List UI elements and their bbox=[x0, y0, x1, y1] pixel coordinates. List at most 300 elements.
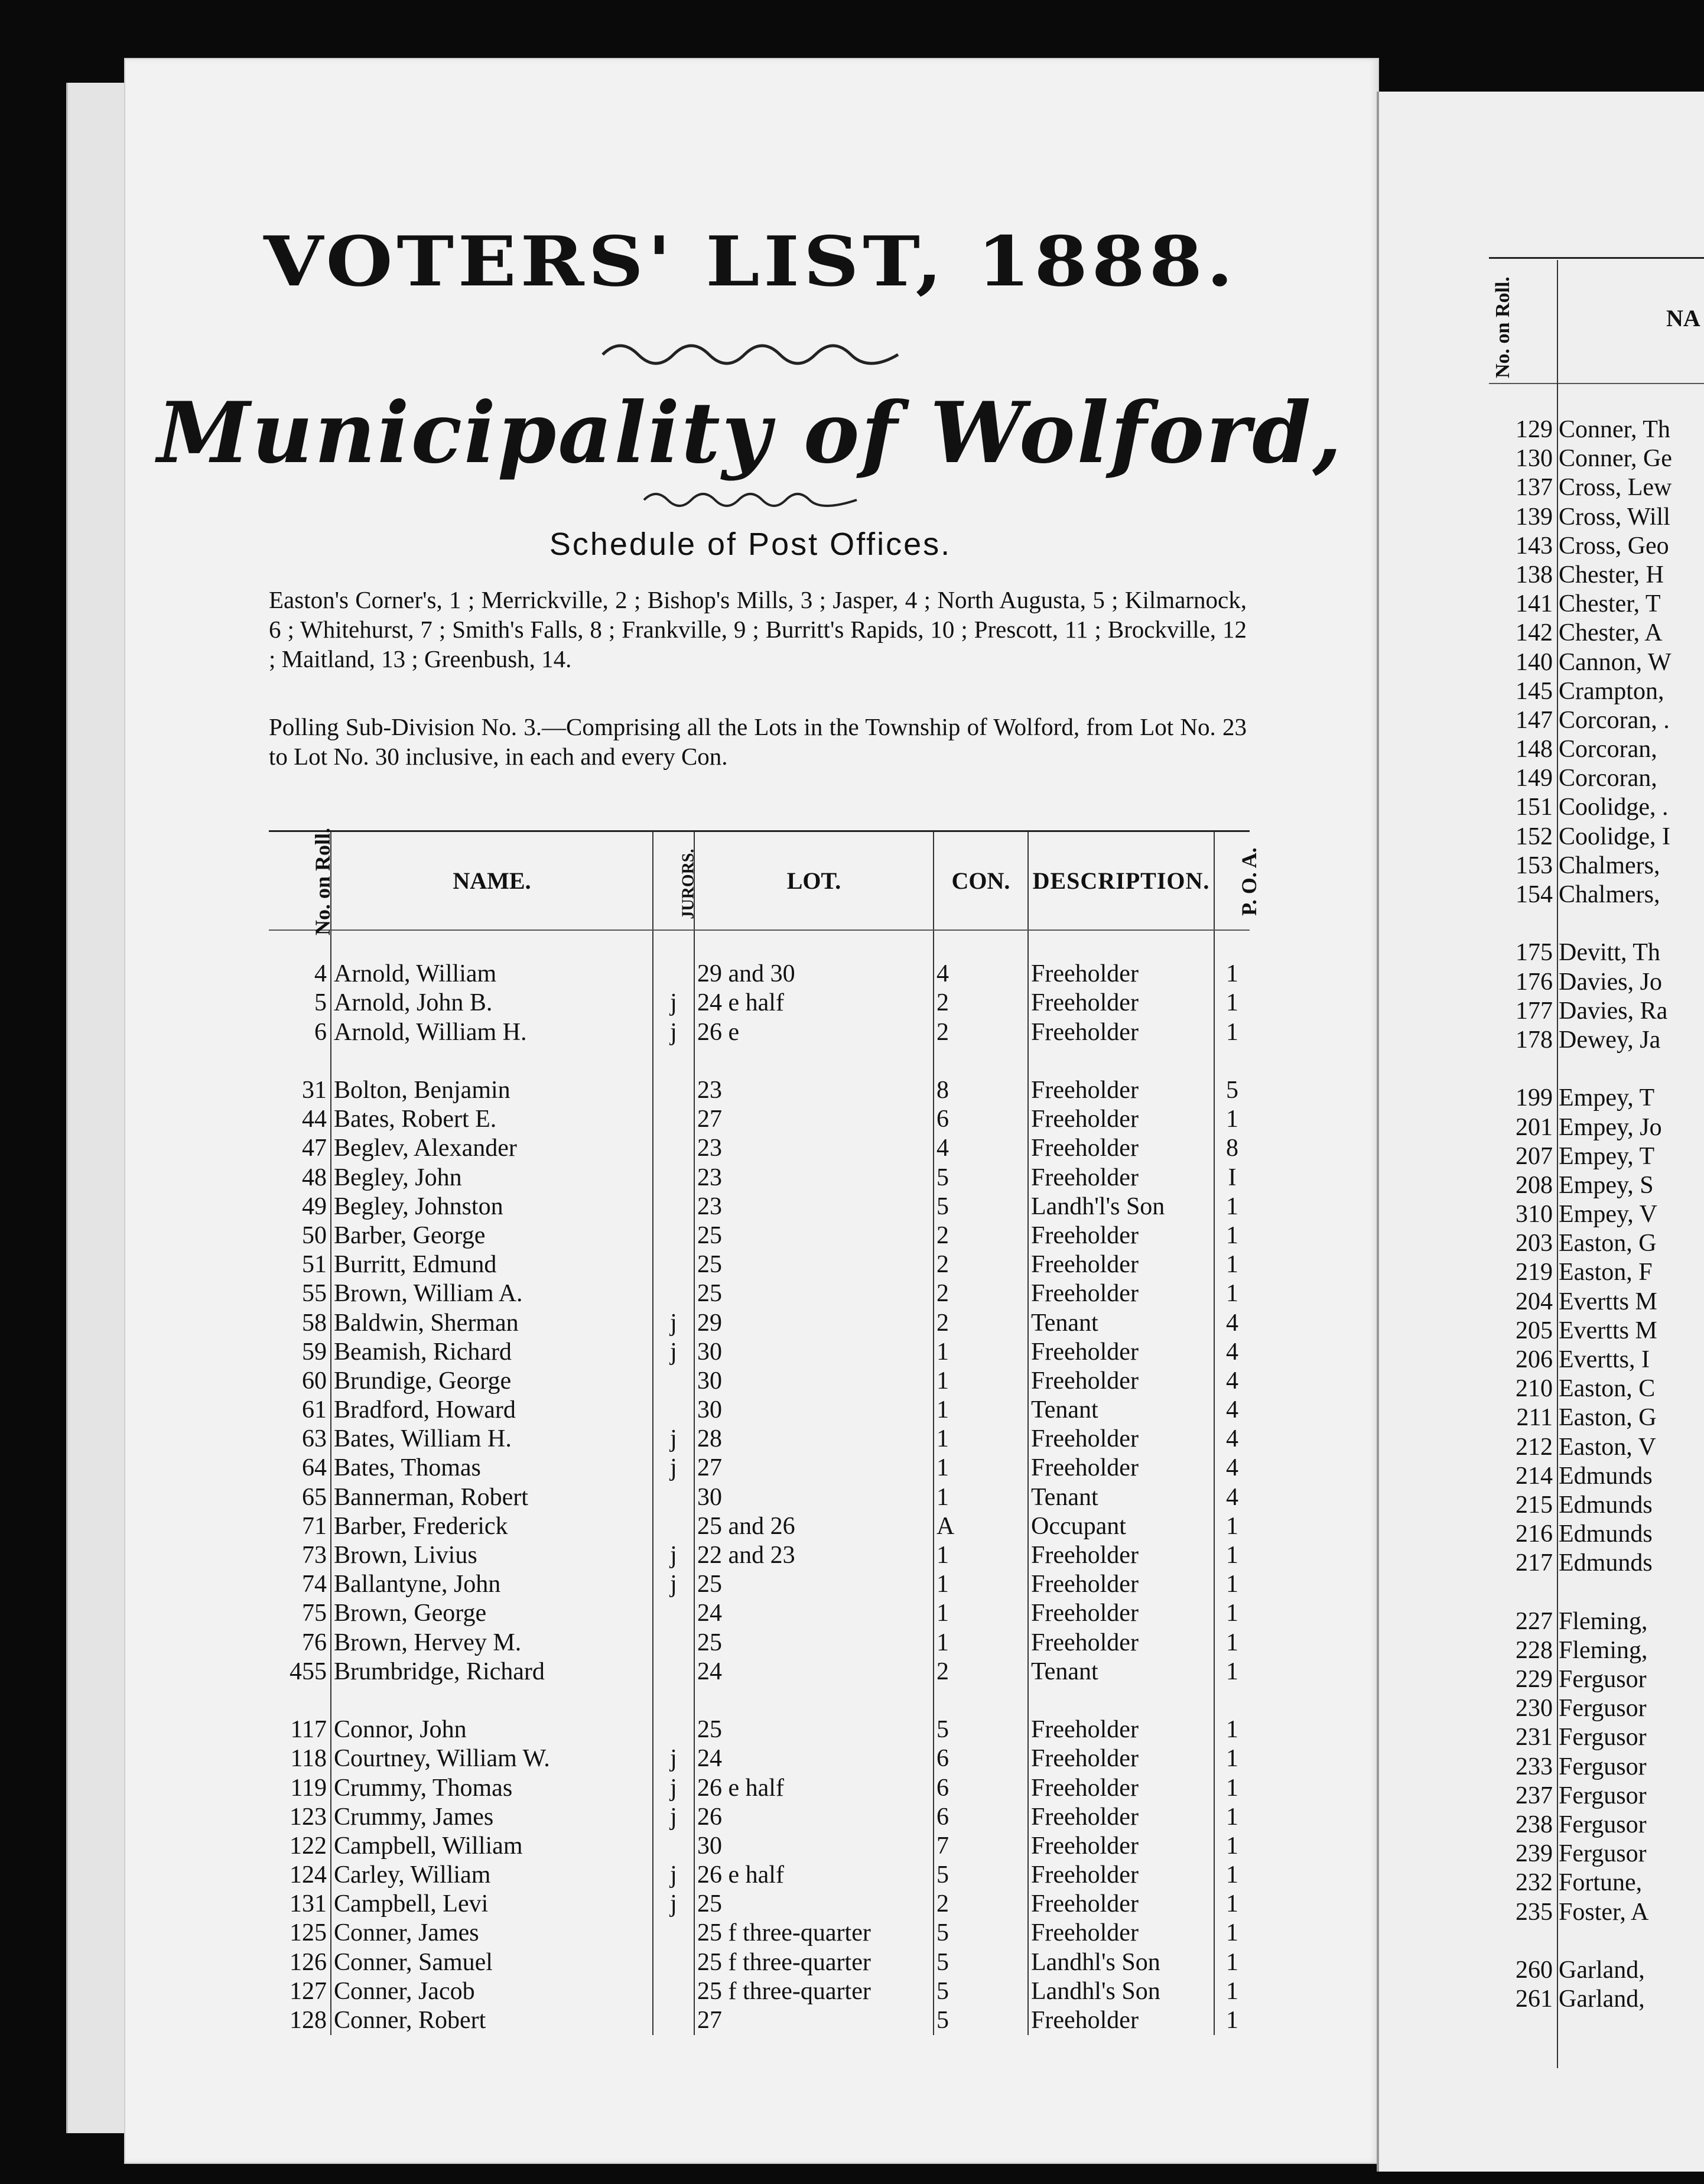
right-voter-name: Fergusor bbox=[1559, 1840, 1647, 1868]
right-roll-number: 206 bbox=[1516, 1346, 1553, 1373]
roll-number: 31 bbox=[302, 1077, 327, 1104]
lot-number: 24 e half bbox=[694, 989, 934, 1018]
table-row bbox=[269, 1134, 1250, 1163]
right-voter-name: Easton, F bbox=[1559, 1259, 1653, 1286]
lot-number: 23 bbox=[694, 1134, 934, 1163]
juror-mark: j bbox=[653, 1308, 694, 1337]
roll-number: 455 bbox=[290, 1658, 327, 1685]
concession: 5 bbox=[934, 1164, 1028, 1192]
concession: 4 bbox=[934, 1134, 1028, 1163]
post-office-number: 4 bbox=[1214, 1425, 1250, 1454]
voter-name: Burritt, Edmund bbox=[331, 1250, 653, 1279]
concession: 2 bbox=[934, 1221, 1028, 1250]
voter-name: Conner, James bbox=[331, 1919, 653, 1948]
right-roll-number: 217 bbox=[1516, 1549, 1553, 1577]
right-voter-name: Cross, Geo bbox=[1559, 532, 1669, 560]
post-office-number: 1 bbox=[1214, 1658, 1250, 1686]
right-list-item bbox=[1489, 852, 1672, 880]
right-list-item bbox=[1489, 1346, 1672, 1374]
right-voter-name: Evertts M bbox=[1559, 1317, 1657, 1344]
table-row bbox=[269, 1425, 1250, 1454]
right-voter-name: Evertts, I bbox=[1559, 1346, 1650, 1373]
concession: 1 bbox=[934, 1599, 1028, 1628]
juror-mark: j bbox=[653, 1541, 694, 1570]
right-voter-list bbox=[1489, 415, 1672, 2014]
table-row bbox=[269, 1629, 1250, 1658]
right-voter-name: Empey, T bbox=[1559, 1084, 1655, 1112]
concession: 6 bbox=[934, 1744, 1028, 1773]
juror-mark bbox=[653, 1250, 694, 1279]
lot-number: 25 f three-quarter bbox=[694, 1919, 934, 1948]
right-roll-number: 152 bbox=[1516, 823, 1553, 850]
juror-mark bbox=[653, 1948, 694, 1977]
table-row bbox=[269, 1367, 1250, 1396]
roll-number: 126 bbox=[290, 1948, 327, 1976]
roll-number: 47 bbox=[302, 1135, 327, 1162]
right-list-item bbox=[1489, 1491, 1672, 1520]
juror-mark: j bbox=[653, 1744, 694, 1773]
right-voter-name: Edmunds bbox=[1559, 1520, 1653, 1548]
concession: 5 bbox=[934, 2006, 1028, 2035]
table-row bbox=[269, 960, 1250, 989]
right-list-item bbox=[1489, 1171, 1672, 1200]
post-office-number: 1 bbox=[1214, 1629, 1250, 1658]
voter-name: Bates, William H. bbox=[331, 1425, 653, 1454]
lot-number: 27 bbox=[694, 1454, 934, 1483]
roll-number: 76 bbox=[302, 1629, 327, 1656]
right-roll-number: 210 bbox=[1516, 1375, 1553, 1403]
roll-number: 131 bbox=[290, 1890, 327, 1918]
juror-mark bbox=[653, 1367, 694, 1396]
right-list-item bbox=[1489, 1288, 1672, 1317]
right-list-item bbox=[1489, 1229, 1672, 1258]
post-office-number: 1 bbox=[1214, 1599, 1250, 1628]
post-office-number: 1 bbox=[1214, 1570, 1250, 1599]
description: Freeholder bbox=[1028, 1164, 1214, 1192]
right-roll-number: 261 bbox=[1516, 1985, 1553, 2013]
lot-number: 23 bbox=[694, 1076, 934, 1105]
right-roll-number: 149 bbox=[1516, 765, 1553, 792]
voter-name: Begley, John bbox=[331, 1164, 653, 1192]
voter-name: Brown, George bbox=[331, 1599, 653, 1628]
right-voter-name: Fergusor bbox=[1559, 1724, 1647, 1751]
right-list-item bbox=[1489, 1868, 1672, 1897]
right-list-item bbox=[1489, 444, 1672, 473]
description: Freeholder bbox=[1028, 989, 1214, 1018]
roll-number: 64 bbox=[302, 1454, 327, 1482]
right-voter-name: Fergusor bbox=[1559, 1753, 1647, 1780]
voter-name: Arnold, William H. bbox=[331, 1018, 653, 1047]
post-office-number: I bbox=[1214, 1164, 1250, 1192]
header-poa: P. O. A. bbox=[1214, 831, 1250, 931]
description: Freeholder bbox=[1028, 1832, 1214, 1861]
right-list-item bbox=[1489, 997, 1672, 1026]
roll-number: 119 bbox=[290, 1774, 327, 1802]
description: Freeholder bbox=[1028, 1803, 1214, 1832]
right-voter-name: Garland, bbox=[1559, 1956, 1645, 1984]
right-voter-name: Empey, Jo bbox=[1559, 1113, 1662, 1141]
table-row bbox=[269, 1773, 1250, 1802]
voter-name: Bradford, Howard bbox=[331, 1396, 653, 1425]
description: Tenant bbox=[1028, 1658, 1214, 1686]
roll-number: 65 bbox=[302, 1483, 327, 1511]
juror-mark bbox=[653, 1629, 694, 1658]
lot-number: 25 and 26 bbox=[694, 1512, 934, 1541]
right-roll-number: 199 bbox=[1516, 1084, 1553, 1112]
right-voter-name: Devitt, Th bbox=[1559, 939, 1660, 967]
right-voter-name: Foster, A bbox=[1559, 1898, 1649, 1926]
voter-name: Crummy, Thomas bbox=[331, 1773, 653, 1802]
right-group-spacer bbox=[1489, 1578, 1672, 1607]
lot-number: 27 bbox=[694, 1105, 934, 1134]
right-list-item bbox=[1489, 1026, 1672, 1055]
right-list-item bbox=[1489, 1403, 1672, 1432]
table-row bbox=[269, 1919, 1250, 1948]
lot-number: 25 bbox=[694, 1279, 934, 1308]
lot-number: 29 and 30 bbox=[694, 960, 934, 989]
juror-mark bbox=[653, 1279, 694, 1308]
right-group-spacer bbox=[1489, 1055, 1672, 1084]
right-roll-number: 231 bbox=[1516, 1724, 1553, 1751]
table-row bbox=[269, 1483, 1250, 1512]
concession: 1 bbox=[934, 1367, 1028, 1396]
concession: 2 bbox=[934, 1308, 1028, 1337]
right-roll-number: 130 bbox=[1516, 445, 1553, 473]
lot-number: 25 bbox=[694, 1570, 934, 1599]
juror-mark: j bbox=[653, 1018, 694, 1047]
post-office-number: 4 bbox=[1214, 1338, 1250, 1367]
right-roll-number: 143 bbox=[1516, 532, 1553, 560]
juror-mark bbox=[653, 1483, 694, 1512]
voter-name: Brown, William A. bbox=[331, 1279, 653, 1308]
right-list-item bbox=[1489, 1694, 1672, 1723]
post-office-number: 1 bbox=[1214, 1919, 1250, 1948]
right-voter-name: Easton, G bbox=[1559, 1230, 1657, 1257]
right-voter-name: Cannon, W bbox=[1559, 648, 1672, 676]
header-name: NAME. bbox=[331, 831, 653, 931]
voter-name: Brundige, George bbox=[331, 1367, 653, 1396]
right-roll-number: 216 bbox=[1516, 1520, 1553, 1548]
roll-number: 59 bbox=[302, 1338, 327, 1366]
roll-number: 125 bbox=[290, 1919, 327, 1947]
right-roll-number: 260 bbox=[1516, 1956, 1553, 1984]
right-roll-number: 211 bbox=[1516, 1404, 1553, 1432]
right-voter-name: Chester, A bbox=[1559, 619, 1663, 647]
right-list-item bbox=[1489, 1200, 1672, 1229]
table-row bbox=[269, 1890, 1250, 1919]
right-voter-name: Dewey, Ja bbox=[1559, 1026, 1661, 1054]
post-office-number: 1 bbox=[1214, 989, 1250, 1018]
right-list-item bbox=[1489, 1985, 1672, 2014]
juror-mark: j bbox=[653, 1425, 694, 1454]
roll-number: 44 bbox=[302, 1106, 327, 1133]
right-list-item bbox=[1489, 1665, 1672, 1694]
table-row bbox=[269, 989, 1250, 1018]
post-office-number: 1 bbox=[1214, 1192, 1250, 1221]
lot-number: 26 e half bbox=[694, 1861, 934, 1890]
right-voter-name: Easton, V bbox=[1559, 1433, 1656, 1461]
roll-number: 128 bbox=[290, 2007, 327, 2034]
description: Freeholder bbox=[1028, 1629, 1214, 1658]
right-roll-number: 233 bbox=[1516, 1753, 1553, 1780]
roll-number: 49 bbox=[302, 1192, 327, 1220]
voter-name: Brumbridge, Richard bbox=[331, 1658, 653, 1686]
right-roll-number: 208 bbox=[1516, 1171, 1553, 1199]
voter-name: Arnold, William bbox=[331, 960, 653, 989]
right-group-spacer bbox=[1489, 1927, 1672, 1956]
right-list-item bbox=[1489, 1811, 1672, 1840]
concession: 2 bbox=[934, 1279, 1028, 1308]
description: Freeholder bbox=[1028, 2006, 1214, 2035]
roll-number: 61 bbox=[302, 1396, 327, 1424]
post-office-number: 1 bbox=[1214, 1861, 1250, 1890]
flourish-ornament-icon bbox=[638, 483, 863, 513]
table-row bbox=[269, 2006, 1250, 2035]
right-roll-number: 238 bbox=[1516, 1811, 1553, 1838]
table-row bbox=[269, 1599, 1250, 1628]
table-row bbox=[269, 1308, 1250, 1337]
right-voter-name: Fergusor bbox=[1559, 1782, 1647, 1809]
concession: 6 bbox=[934, 1773, 1028, 1802]
right-voter-name: Chalmers, bbox=[1559, 881, 1660, 908]
right-voter-name: Crampton, bbox=[1559, 677, 1664, 705]
table-row bbox=[269, 1861, 1250, 1890]
lot-number: 25 bbox=[694, 1221, 934, 1250]
post-office-number: 1 bbox=[1214, 1221, 1250, 1250]
right-voter-name: Cross, Will bbox=[1559, 503, 1670, 531]
table-row bbox=[269, 1658, 1250, 1686]
juror-mark bbox=[653, 1512, 694, 1541]
table-row bbox=[269, 1076, 1250, 1105]
voter-name: Carley, William bbox=[331, 1861, 653, 1890]
lot-number: 30 bbox=[694, 1396, 934, 1425]
table-row bbox=[269, 1512, 1250, 1541]
right-roll-number: 137 bbox=[1516, 474, 1553, 502]
right-list-item bbox=[1489, 1723, 1672, 1752]
right-roll-number: 212 bbox=[1516, 1433, 1553, 1461]
concession: 4 bbox=[934, 960, 1028, 989]
right-list-item bbox=[1489, 764, 1672, 793]
right-voter-name: Empey, V bbox=[1559, 1201, 1657, 1228]
flourish-ornament-icon bbox=[597, 331, 904, 372]
right-list-item bbox=[1489, 590, 1672, 619]
right-list-item bbox=[1489, 1549, 1672, 1578]
right-voter-name: Cross, Lew bbox=[1559, 474, 1672, 502]
juror-mark: j bbox=[653, 1803, 694, 1832]
header-description: DESCRIPTION. bbox=[1028, 831, 1214, 931]
right-voter-name: Easton, G bbox=[1559, 1404, 1657, 1432]
right-roll-number: 235 bbox=[1516, 1898, 1553, 1926]
table-row bbox=[269, 1744, 1250, 1773]
right-roll-number: 153 bbox=[1516, 852, 1553, 879]
juror-mark: j bbox=[653, 1773, 694, 1802]
right-list-item bbox=[1489, 1462, 1672, 1491]
juror-mark bbox=[653, 1715, 694, 1744]
right-voter-name: Conner, Ge bbox=[1559, 445, 1672, 473]
description: Freeholder bbox=[1028, 1105, 1214, 1134]
juror-mark: j bbox=[653, 1890, 694, 1919]
concession: 5 bbox=[934, 1861, 1028, 1890]
right-roll-number: 214 bbox=[1516, 1462, 1553, 1490]
table-header-row bbox=[269, 831, 1250, 931]
concession: 5 bbox=[934, 1948, 1028, 1977]
post-office-number: 1 bbox=[1214, 2006, 1250, 2035]
post-office-number: 4 bbox=[1214, 1367, 1250, 1396]
post-office-number: 1 bbox=[1214, 1512, 1250, 1541]
voter-name: Bates, Thomas bbox=[331, 1454, 653, 1483]
lot-number: 29 bbox=[694, 1308, 934, 1337]
ornament-top bbox=[124, 331, 1377, 382]
concession: 1 bbox=[934, 1425, 1028, 1454]
right-list-item bbox=[1489, 677, 1672, 706]
lot-number: 26 e half bbox=[694, 1773, 934, 1802]
right-voter-name: Edmunds bbox=[1559, 1462, 1653, 1490]
roll-number: 75 bbox=[302, 1600, 327, 1627]
description: Landhl's Son bbox=[1028, 1948, 1214, 1977]
right-voter-name: Fleming, bbox=[1559, 1607, 1648, 1635]
juror-mark bbox=[653, 1919, 694, 1948]
concession: A bbox=[934, 1512, 1028, 1541]
table-row bbox=[269, 1977, 1250, 2006]
concession: 1 bbox=[934, 1570, 1028, 1599]
description: Freeholder bbox=[1028, 1773, 1214, 1802]
voter-name: Crummy, James bbox=[331, 1803, 653, 1832]
right-roll-number: 147 bbox=[1516, 706, 1553, 734]
roll-number: 6 bbox=[314, 1018, 327, 1046]
roll-number: 122 bbox=[290, 1832, 327, 1860]
voter-name: Beamish, Richard bbox=[331, 1338, 653, 1367]
right-roll-number: 310 bbox=[1516, 1201, 1553, 1228]
lot-number: 24 bbox=[694, 1744, 934, 1773]
voter-name: Brown, Livius bbox=[331, 1541, 653, 1570]
right-list-item bbox=[1489, 473, 1672, 502]
right-voter-name: Fergusor bbox=[1559, 1695, 1647, 1722]
right-voter-name: Corcoran, bbox=[1559, 736, 1657, 763]
polling-subdivision: Polling Sub-Division No. 3.—Comprising all the Lots in the Township of Wolford, from Lot No. 23 to Lot No. 30 inclusive, in each and every Con. bbox=[269, 713, 1247, 770]
description: Freeholder bbox=[1028, 1367, 1214, 1396]
concession: 1 bbox=[934, 1629, 1028, 1658]
concession: 1 bbox=[934, 1338, 1028, 1367]
table-row bbox=[269, 1948, 1250, 1977]
juror-mark bbox=[653, 1076, 694, 1105]
right-voter-name: Fergusor bbox=[1559, 1811, 1647, 1838]
right-roll-number: 154 bbox=[1516, 881, 1553, 908]
right-roll-number: 148 bbox=[1516, 736, 1553, 763]
right-roll-number: 141 bbox=[1516, 590, 1553, 618]
right-voter-name: Easton, C bbox=[1559, 1375, 1656, 1403]
voter-name: Courtney, William W. bbox=[331, 1744, 653, 1773]
concession: 2 bbox=[934, 1018, 1028, 1047]
right-roll-number: 142 bbox=[1516, 619, 1553, 647]
post-office-number: 1 bbox=[1214, 1250, 1250, 1279]
description: Freeholder bbox=[1028, 1454, 1214, 1483]
roll-number: 55 bbox=[302, 1280, 327, 1308]
description: Freeholder bbox=[1028, 1076, 1214, 1105]
right-list-item bbox=[1489, 1433, 1672, 1462]
concession: 1 bbox=[934, 1396, 1028, 1425]
post-office-number: 1 bbox=[1214, 1832, 1250, 1861]
concession: 1 bbox=[934, 1541, 1028, 1570]
juror-mark bbox=[653, 1164, 694, 1192]
right-list-item bbox=[1489, 938, 1672, 967]
lot-number: 25 bbox=[694, 1629, 934, 1658]
concession: 5 bbox=[934, 1919, 1028, 1948]
description: Freeholder bbox=[1028, 1338, 1214, 1367]
right-roll-number: 239 bbox=[1516, 1840, 1553, 1868]
right-list-item bbox=[1489, 561, 1672, 590]
right-roll-number: 140 bbox=[1516, 648, 1553, 676]
lot-number: 24 bbox=[694, 1599, 934, 1628]
post-office-number: 4 bbox=[1214, 1454, 1250, 1483]
concession: 5 bbox=[934, 1977, 1028, 2006]
right-roll-number: 201 bbox=[1516, 1113, 1553, 1141]
right-group-spacer bbox=[1489, 909, 1672, 938]
right-voter-name: Fortune, bbox=[1559, 1869, 1643, 1897]
right-list-item bbox=[1489, 823, 1672, 852]
table-row bbox=[269, 1164, 1250, 1192]
header-roll: No. on Roll. bbox=[269, 831, 331, 931]
right-voter-name: Empey, T bbox=[1559, 1142, 1655, 1170]
voter-name: Campbell, William bbox=[331, 1832, 653, 1861]
voter-name: Campbell, Levi bbox=[331, 1890, 653, 1919]
table-row bbox=[269, 1250, 1250, 1279]
concession: 2 bbox=[934, 989, 1028, 1018]
concession: 7 bbox=[934, 1832, 1028, 1861]
lot-number: 25 bbox=[694, 1890, 934, 1919]
table-row bbox=[269, 1018, 1250, 1047]
right-roll-number: 178 bbox=[1516, 1026, 1553, 1054]
right-list-item bbox=[1489, 503, 1672, 532]
right-roll-number: 145 bbox=[1516, 677, 1553, 705]
lot-number: 25 bbox=[694, 1715, 934, 1744]
juror-mark bbox=[653, 1221, 694, 1250]
right-roll-number: 228 bbox=[1516, 1636, 1553, 1664]
right-list-item bbox=[1489, 648, 1672, 677]
municipality-title: Municipality of Wolford, bbox=[157, 384, 1344, 482]
juror-mark: j bbox=[653, 989, 694, 1018]
post-office-number: 4 bbox=[1214, 1483, 1250, 1512]
right-voter-name: Chester, T bbox=[1559, 590, 1661, 618]
right-voter-name: Davies, Ra bbox=[1559, 997, 1668, 1025]
right-list-item bbox=[1489, 1142, 1672, 1171]
lot-number: 22 and 23 bbox=[694, 1541, 934, 1570]
juror-mark bbox=[653, 960, 694, 989]
voter-name: Conner, Jacob bbox=[331, 1977, 653, 2006]
right-list-item bbox=[1489, 1898, 1672, 1927]
group-spacer bbox=[269, 930, 1250, 960]
lot-number: 30 bbox=[694, 1832, 934, 1861]
voter-name: Conner, Robert bbox=[331, 2006, 653, 2035]
roll-number: 58 bbox=[302, 1309, 327, 1337]
post-office-list: Easton's Corner's, 1 ; Merrickville, 2 ; Bishop's Mills, 3 ; Jasper, 4 ; North Augusta, 5 ; Kilmarnock, 6 ; Whitehurst, 7 ; Smith's Falls, 8 ; Frankville, 9 ; Burritt's Rapids, 10 ; Prescott, 11 ; Brockville, 12 ; Maitland, 13 ; Greenbush, 14. bbox=[269, 586, 1247, 672]
right-voter-name: Garland, bbox=[1559, 1985, 1645, 2013]
roll-number: 71 bbox=[302, 1512, 327, 1540]
right-list-item bbox=[1489, 793, 1672, 822]
concession: 1 bbox=[934, 1454, 1028, 1483]
right-list-item bbox=[1489, 1782, 1672, 1811]
description: Freeholder bbox=[1028, 1018, 1214, 1047]
description: Landh'l's Son bbox=[1028, 1192, 1214, 1221]
right-list-item bbox=[1489, 706, 1672, 735]
right-header-name: NA bbox=[1666, 305, 1700, 332]
roll-number: 60 bbox=[302, 1367, 327, 1395]
voters-body bbox=[269, 930, 1250, 2035]
right-list-item bbox=[1489, 735, 1672, 764]
roll-number: 127 bbox=[290, 1977, 327, 2005]
description: Freeholder bbox=[1028, 1425, 1214, 1454]
right-roll-number: 215 bbox=[1516, 1491, 1553, 1519]
voter-name: Ballantyne, John bbox=[331, 1570, 653, 1599]
